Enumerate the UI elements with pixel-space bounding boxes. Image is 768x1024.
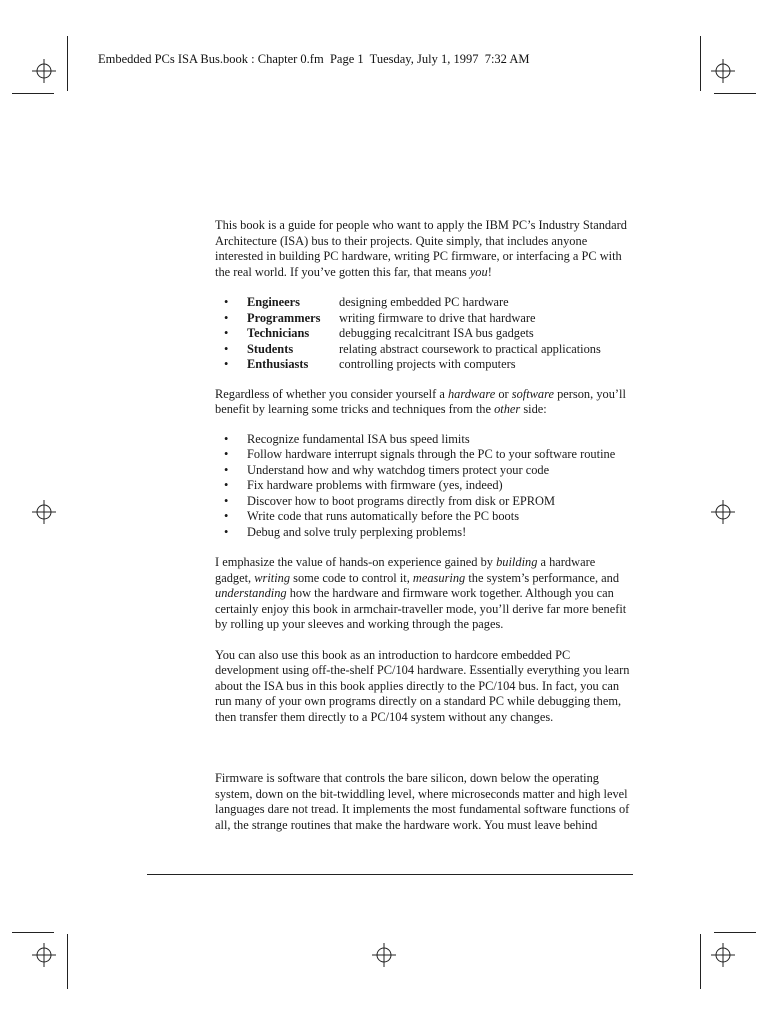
bullet-icon: •	[224, 462, 229, 477]
crop-mark-top-left	[67, 36, 68, 91]
intro-paragraph: This book is a guide for people who want to apply the IBM PC’s Industry Standard Architecture (ISA) bus to their projects. Quite simply, that includes anyone interested in building PC hardware, writing PC firmware, or interfacing a PC with the real world. If you’ve gotten this far, that means you!	[215, 218, 627, 279]
firmware-paragraph: Firmware is software that controls the bare silicon, down below the operating system, down on the bit-twiddling level, where microseconds matter and high level languages dare not tread. It implements the most fundamental software functions of all, the strange routines that make the hardware work. You must leave behind	[215, 771, 630, 832]
page-body	[215, 218, 633, 833]
list-item: • Understand how and why watchdog timers protect your code	[224, 462, 550, 477]
bullet-icon: •	[224, 493, 229, 508]
audience-list	[215, 295, 633, 373]
bullet-icon: •	[224, 447, 229, 461]
list-item: • Debug and solve truly perplexing problems!	[224, 524, 467, 539]
bullet-icon: •	[224, 524, 229, 539]
list-item: • Discover how to boot programs directly from disk or EPROM	[224, 493, 556, 508]
crop-mark-bottom-left	[67, 934, 68, 989]
crop-mark-top-right	[700, 36, 701, 91]
list-item: • Students relating abstract coursework to practical applications	[224, 341, 601, 356]
bullet-icon: •	[224, 326, 229, 340]
crop-mark-bottom-right-horizontal	[714, 932, 756, 933]
registration-target-icon	[32, 59, 56, 83]
crop-mark-top-right-horizontal	[714, 93, 756, 94]
list-item: • Enthusiasts controlling projects with computers	[224, 357, 516, 371]
regardless-paragraph: Regardless of whether you consider yourself a hardware or software person, you’ll benefit by learning some tricks and techniques from the other side:	[215, 386, 626, 416]
list-item: • Recognize fundamental ISA bus speed limits	[224, 431, 470, 446]
registration-target-icon	[372, 943, 396, 967]
crop-mark-top-left-horizontal	[12, 93, 54, 94]
crop-mark-bottom-right	[700, 934, 701, 989]
running-header: Embedded PCs ISA Bus.book : Chapter 0.fm Page 1 Tuesday, July 1, 1997 7:32 AM	[98, 52, 530, 66]
list-item: • Follow hardware interrupt signals through the PC to your software routine	[224, 447, 616, 461]
bullet-icon: •	[224, 341, 229, 356]
list-item: • Write code that runs automatically before the PC boots	[224, 509, 520, 523]
list-item: • Engineers designing embedded PC hardware	[224, 295, 509, 309]
emphasize-paragraph: I emphasize the value of hands-on experience gained by building a hardware gadget, writing some code to control it, measuring the system’s performance, and understanding how the hardware and firmware work together. Although you can certainly enjoy this book in armchair-traveller mode, you’ll derive far more benefit by rolling up your sleeves and working through the pages.	[215, 555, 627, 631]
bullet-icon: •	[224, 431, 229, 446]
list-item: • Fix hardware problems with firmware (yes, indeed)	[224, 478, 503, 492]
registration-target-icon	[711, 59, 735, 83]
skills-list	[215, 432, 633, 541]
bullet-icon: •	[224, 357, 229, 371]
bullet-icon: •	[224, 295, 229, 309]
bullet-icon: •	[224, 478, 229, 492]
crop-mark-bottom-left-horizontal	[12, 932, 54, 933]
footer-rule	[147, 874, 633, 875]
registration-target-icon	[32, 943, 56, 967]
bullet-icon: •	[224, 509, 229, 523]
list-item: • Programmers writing firmware to drive that hardware	[224, 310, 536, 325]
registration-target-icon	[32, 500, 56, 524]
registration-target-icon	[711, 500, 735, 524]
bullet-icon: •	[224, 310, 229, 325]
pc104-paragraph: You can also use this book as an introduction to hardcore embedded PC development using off-the-shelf PC/104 hardware. Essentially everything you learn about the ISA bus in this book applies directly to the PC/104 bus. In fact, you can run many of your own programs directly on a standard PC while debugging them, then transfer them directly to a PC/104 system without any changes.	[215, 647, 630, 724]
registration-target-icon	[711, 943, 735, 967]
list-item: • Technicians debugging recalcitrant ISA bus gadgets	[224, 326, 534, 340]
